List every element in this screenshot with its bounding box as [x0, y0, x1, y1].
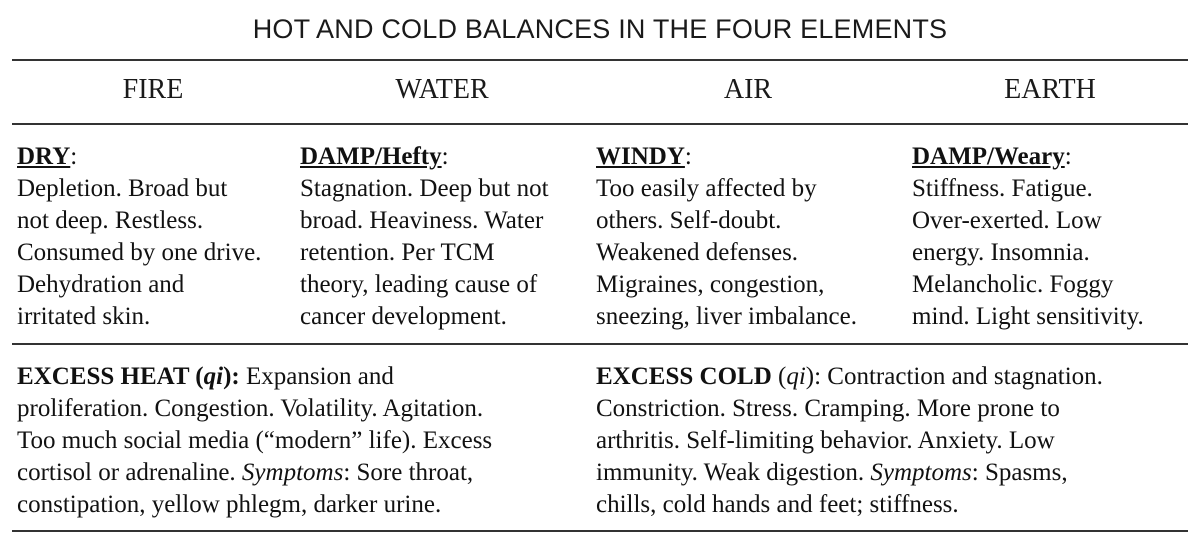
cold-symptoms-label: Symptoms — [870, 459, 972, 486]
cold-qi: qi — [786, 363, 806, 390]
excess-heat-block — [17, 361, 492, 521]
divider-top — [12, 59, 1188, 61]
cold-line: arthritis. Self-limiting behavior. Anxiety. Low — [596, 427, 1055, 454]
cold-line: : Spasms, — [971, 459, 1068, 486]
air-column: WINDY: Too easily affected by others. Self-doubt. Weakened defenses. Migraines, congestion, sneezing, liver imbalance. — [596, 141, 857, 333]
heat-symptoms-label: Symptoms — [241, 459, 344, 486]
heat-line: cortisol or adrenaline. — [17, 459, 242, 486]
cold-heading: EXCESS COLD — [596, 363, 772, 390]
air-line: Migraines, congestion, — [596, 271, 825, 298]
heat-line: Too much social media (“modern” life). Excess — [17, 427, 493, 454]
earth-column: DAMP/Weary: Stiffness. Fatigue. Over-exerted. Low energy. Insomnia. Melancholic. Foggy mind. Light sensitivity. — [912, 141, 1144, 333]
earth-line: Stiffness. Fatigue. — [912, 175, 1093, 202]
air-line: Weakened defenses. — [596, 239, 799, 266]
heat-heading-close: ): — [223, 363, 240, 390]
divider-bottom — [12, 530, 1188, 532]
heat-qi: qi — [203, 363, 224, 390]
header-earth: EARTH — [1004, 74, 1096, 105]
water-line: cancer development. — [300, 303, 507, 330]
header-water: WATER — [395, 74, 489, 105]
air-line: sneezing, liver imbalance. — [596, 303, 857, 330]
water-line: Stagnation. Deep but not — [300, 175, 549, 202]
earth-line: energy. Insomnia. — [912, 239, 1090, 266]
fire-line: Consumed by one drive. — [17, 239, 262, 266]
fire-line: Depletion. Broad but — [17, 175, 228, 202]
heat-heading: EXCESS HEAT ( — [17, 363, 204, 390]
water-line: theory, leading cause of — [300, 271, 538, 298]
air-line: Too easily affected by — [596, 175, 817, 202]
fire-column: DRY: Depletion. Broad but not deep. Restless. Consumed by one drive. Dehydration and irritated skin. — [17, 141, 261, 333]
heat-line: proliferation. Congestion. Volatility. Agitation. — [17, 395, 484, 422]
heat-line: : Sore throat, — [343, 459, 474, 486]
cold-open: ( — [771, 363, 787, 390]
heat-line: constipation, yellow phlegm, darker urine. — [17, 491, 442, 518]
header-air: AIR — [723, 74, 773, 105]
fire-label: DRY — [17, 143, 71, 170]
heat-line: Expansion and — [239, 363, 394, 390]
page-title: HOT AND COLD BALANCES IN THE FOUR ELEMENTS — [252, 14, 948, 44]
cold-line: ): Contraction and stagnation. — [805, 363, 1103, 390]
water-line: broad. Heaviness. Water — [300, 207, 544, 234]
divider-header — [12, 123, 1188, 125]
cold-line: Constriction. Stress. Cramping. More prone to — [596, 395, 1060, 422]
air-label: WINDY — [596, 143, 685, 170]
header-fire: FIRE — [122, 74, 184, 105]
earth-label: DAMP/Weary — [912, 143, 1065, 170]
cold-line: immunity. Weak digestion. — [596, 459, 871, 486]
fire-line: not deep. Restless. — [17, 207, 204, 234]
fire-line: irritated skin. — [17, 303, 151, 330]
earth-line: mind. Light sensitivity. — [912, 303, 1144, 330]
water-line: retention. Per TCM — [300, 239, 495, 266]
earth-line: Over-exerted. Low — [912, 207, 1102, 234]
water-column: DAMP/Hefty: Stagnation. Deep but not broad. Heaviness. Water retention. Per TCM theory, leading cause of cancer development. — [300, 141, 549, 333]
air-line: others. Self-doubt. — [596, 207, 782, 234]
excess-cold-block — [596, 361, 1103, 521]
water-label: DAMP/Hefty — [300, 143, 442, 170]
fire-line: Dehydration and — [17, 271, 185, 298]
cold-line: chills, cold hands and feet; stiffness. — [596, 491, 959, 518]
earth-line: Melancholic. Foggy — [912, 271, 1114, 298]
divider-middle — [12, 343, 1188, 345]
